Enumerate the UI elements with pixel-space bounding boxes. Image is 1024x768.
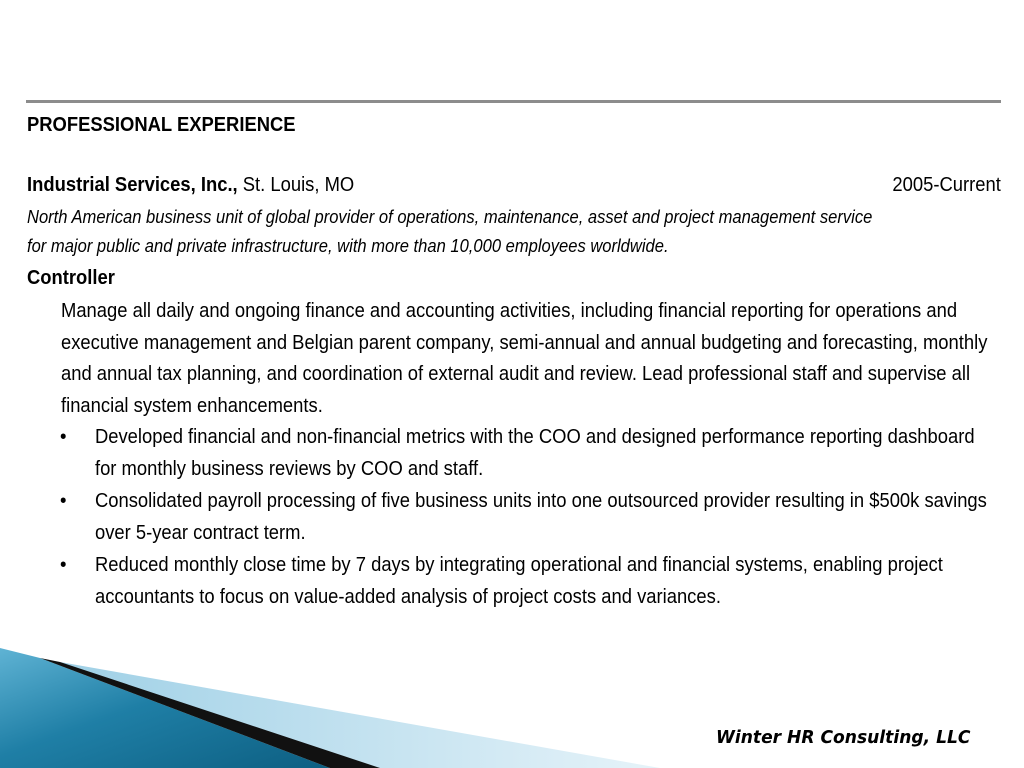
section-heading: PROFESSIONAL EXPERIENCE	[27, 114, 296, 136]
footer-company-name: Winter HR Consulting, LLC	[716, 727, 971, 748]
job-summary: Manage all daily and ongoing finance and accounting activities, including financial reporting for operations and executive management and Belgian parent company, semi-annual and annual budgeting and forecasting, monthly and annual tax planning, and coordination of external audit and review. Lead professional staff and supervise all financial system enhancements.	[61, 300, 988, 417]
achievement-item	[60, 486, 998, 549]
footer-decoration	[0, 640, 1024, 768]
achievement-item	[60, 550, 998, 613]
bullet-icon: •	[60, 490, 67, 512]
employment-dates: 2005-Current	[892, 174, 1001, 196]
achievement-text: Developed financial and non-financial metrics with the COO and designed performance reporting dashboard for monthly business reviews by COO and staff.	[94, 426, 975, 480]
company-description-line: North American business unit of global provider of operations, maintenance, asset and project management service	[27, 207, 873, 227]
company-description-line: for major public and private infrastructure, with more than 10,000 employees worldwide.	[27, 236, 669, 256]
company-description	[27, 203, 1002, 261]
company-line	[27, 174, 1001, 197]
achievement-list	[60, 422, 998, 614]
achievement-item	[60, 422, 998, 485]
company-location: St. Louis, MO	[237, 174, 355, 196]
achievement-text: Reduced monthly close time by 7 days by integrating operational and financial systems, enabling project accountants to focus on value-added analysis of project costs and variances.	[94, 554, 943, 608]
company-name: Industrial Services, Inc.,	[27, 174, 238, 196]
achievement-text: Consolidated payroll processing of five business units into one outsourced provider resulting in $500k savings over 5-year contract term.	[94, 490, 987, 544]
company-info	[27, 174, 354, 197]
header-divider	[26, 100, 1001, 103]
job-title: Controller	[27, 267, 115, 289]
bullet-icon: •	[60, 426, 67, 448]
bullet-icon: •	[60, 554, 67, 576]
